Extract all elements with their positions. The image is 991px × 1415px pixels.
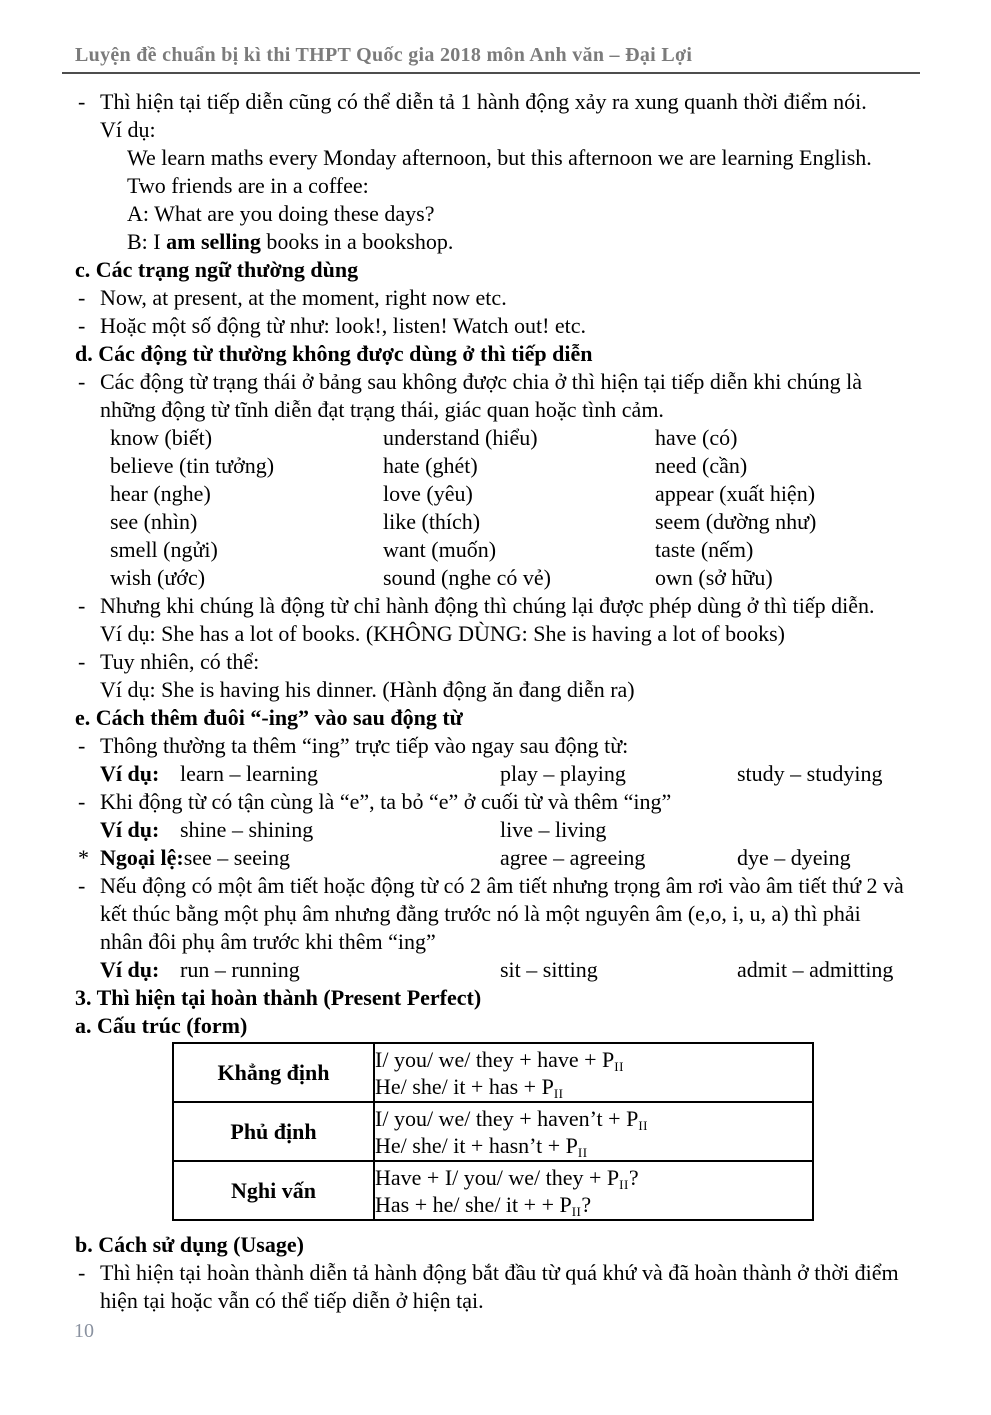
verb-cell: know (biết) [110,425,213,450]
example-pair: sit – sitting [500,957,598,982]
bullet-text: Khi động từ có tận cùng là “e”, ta bỏ “e” ở cuối từ và thêm “ing” [100,789,672,814]
page-number: 10 [74,1320,94,1342]
section-heading-d: d. Các động từ thường không được dùng ở thì tiếp diễn [75,341,593,366]
table-row [173,1161,813,1220]
verb-cell: taste (nếm) [655,537,754,562]
stative-verb-row [75,508,945,536]
example-pair: dye – dyeing [737,845,851,870]
example-b-post: books in a bookshop. [260,229,454,254]
example-label: Ví dụ: [100,117,156,142]
stative-verb-row [75,480,945,508]
formula-line [375,1073,812,1100]
ing-rule1-examples [75,760,945,788]
stative-verb-row [75,452,945,480]
verb-cell: need (cần) [655,453,748,478]
document-body [75,88,945,1315]
example-pair: learn – learning [180,761,319,786]
however-example: Ví dụ: She is having his dinner. (Hành động ăn đang diễn ra) [100,677,635,702]
bullet-usage [75,1259,945,1287]
verb-cell: own (sở hữu) [655,565,773,590]
example-sentence-b [75,228,945,256]
formula-text: Have + I/ you/ we/ they + P [375,1164,620,1190]
formula-text: Has + he/ she/ it + + P [375,1191,572,1217]
verb-cell: love (yêu) [383,481,473,506]
usage-wrap: hiện tại hoặc vẫn có thể tiếp diễn ở hiện tại. [100,1288,484,1313]
formula-line [375,1132,812,1159]
example-pair: shine – shining [180,817,314,842]
example-sentence: Two friends are in a coffee: [127,173,369,198]
verb-cell: seem (dường như) [655,509,817,534]
formula-text: ? [581,1191,592,1217]
bullet-action-note [75,592,945,620]
exception-inline [100,844,290,872]
form-heading: a. Cấu trúc (form) [75,1013,248,1038]
formula-line [375,1191,812,1218]
action-example: Ví dụ: She has a lot of books. (KHÔNG DÙNG: She is having a lot of books) [100,621,785,646]
star-bullet: * [78,845,89,870]
section-heading-e: e. Cách thêm đuôi “-ing” vào sau động từ [75,705,463,730]
formula-line [375,1046,812,1073]
stative-verb-row [75,424,945,452]
verb-cell: believe (tin tưởng) [110,453,275,478]
verb-cell: see (nhìn) [110,509,198,534]
verb-cell: appear (xuất hiện) [655,481,816,506]
ing-rule3-wrap: kết thúc bằng một phụ âm nhưng đằng trước nó là một nguyên âm (e,o, i, u, a) thì phải [100,901,861,926]
bullet-adverbs-1 [75,284,945,312]
form-label-negative: Phủ định [173,1102,374,1161]
form-formula-cell [374,1161,813,1220]
formula-subscript: II [619,1176,629,1192]
usage-heading: b. Cách sử dụng (Usage) [75,1232,304,1257]
formula-text: ? [628,1164,639,1190]
ing-rule3-wrap: nhân đôi phụ âm trước khi thêm “ing” [100,929,436,954]
example-pair: admit – admitting [737,957,894,982]
dash-bullet: - [78,369,86,394]
example-label: Ví dụ: [100,761,160,786]
bullet-text: Thì hiện tại hoàn thành diễn tả hành động bắt đầu từ quá khứ và đã hoàn thành ở thời điểm [100,1260,899,1285]
verb-cell: hate (ghét) [383,453,478,478]
verb-cell: wish (ước) [110,565,206,590]
bullet-stative-intro [75,368,945,396]
bullet-text: Hoặc một số động từ như: look!, listen! Watch out! etc. [100,313,587,338]
section-heading-present-perfect: 3. Thì hiện tại hoàn thành (Present Perfect) [75,985,482,1010]
example-sentence: We learn maths every Monday afternoon, but this afternoon we are learning English. [127,145,872,170]
form-formula-cell [374,1102,813,1161]
dash-bullet: - [78,593,86,618]
example-b-pre: B: I [127,229,167,254]
dash-bullet: - [78,649,86,674]
example-pair: study – studying [737,761,883,786]
ing-rule3-examples [75,956,945,984]
example-pair: play – playing [500,761,626,786]
dash-bullet: - [78,1260,86,1285]
verb-cell: want (muốn) [383,537,497,562]
dash-bullet: - [78,89,86,114]
page-header [62,44,920,74]
formula-text: He/ she/ it + has + P [375,1073,554,1099]
example-sentence: A: What are you doing these days? [127,201,435,226]
bullet-text: Nhưng khi chúng là động từ chỉ hành động thì chúng lại được phép dùng ở thì tiếp diễn. [100,593,875,618]
verb-cell: smell (ngửi) [110,537,218,562]
formula-subscript: II [638,1117,648,1133]
formula-subscript: II [577,1144,588,1160]
dash-bullet: - [78,285,86,310]
table-row [173,1102,813,1161]
formula-text: I/ you/ we/ they + have + P [375,1046,615,1072]
bullet-text: Tuy nhiên, có thể: [100,649,260,674]
dash-bullet: - [78,313,86,338]
example-label: Ví dụ: [100,817,160,842]
exception-label: Ngoại lệ: [100,845,184,870]
formula-subscript: II [571,1203,582,1219]
bullet-around-now [75,88,945,116]
header-title: Luyện đề chuẩn bị kì thi THPT Quốc gia 2018 môn Anh văn – Đại Lợi [75,44,693,66]
stative-verb-row [75,564,945,592]
form-label-affirmative: Khẳng định [173,1043,374,1102]
bullet-however [75,648,945,676]
ing-rule2-examples [75,816,945,844]
verb-cell: understand (hiểu) [383,425,538,450]
formula-subscript: II [553,1085,564,1101]
form-formula-cell [374,1043,813,1102]
example-b-bold: am selling [166,229,261,254]
formula-line [375,1105,812,1132]
present-perfect-form-table [172,1042,814,1221]
dash-bullet: - [78,733,86,758]
bullet-ing-rule3 [75,872,945,900]
table-row [173,1043,813,1102]
bullet-text: Thông thường ta thêm “ing” trực tiếp vào ngay sau động từ: [100,733,629,758]
verb-cell: like (thích) [383,509,481,534]
section-heading-c: c. Các trạng ngữ thường dùng [75,257,359,282]
bullet-adverbs-2 [75,312,945,340]
example-pair: agree – agreeing [500,845,646,870]
example-label: Ví dụ: [100,957,160,982]
example-pair: see – seeing [183,845,290,870]
example-pair: live – living [500,817,607,842]
formula-line [375,1164,812,1191]
formula-text: I/ you/ we/ they + haven’t + P [375,1105,639,1131]
bullet-text: Nếu động có một âm tiết hoặc động từ có 2 âm tiết nhưng trọng âm rơi vào âm tiết thứ 2 và [100,873,904,898]
form-label-interrogative: Nghi vấn [173,1161,374,1220]
bullet-text: Thì hiện tại tiếp diễn cũng có thể diễn tả 1 hành động xảy ra xung quanh thời điểm nói. [100,89,867,114]
formula-subscript: II [614,1058,624,1074]
formula-text: He/ she/ it + hasn’t + P [375,1132,578,1158]
bullet-text: Now, at present, at the moment, right now etc. [100,285,507,310]
verb-cell: have (có) [655,425,738,450]
stative-intro-wrap: những động từ tĩnh diễn đạt trạng thái, giác quan hoặc tình cảm. [100,397,664,422]
verb-cell: hear (nghe) [110,481,211,506]
bullet-ing-rule1 [75,732,945,760]
verb-cell: sound (nghe có vẻ) [383,565,552,590]
stative-verb-row [75,536,945,564]
bullet-text: Các động từ trạng thái ở bảng sau không được chia ở thì hiện tại tiếp diễn khi chúng là [100,369,862,394]
example-pair: run – running [180,957,300,982]
dash-bullet: - [78,789,86,814]
ing-exception-row [75,844,945,872]
bullet-ing-rule2 [75,788,945,816]
dash-bullet: - [78,873,86,898]
